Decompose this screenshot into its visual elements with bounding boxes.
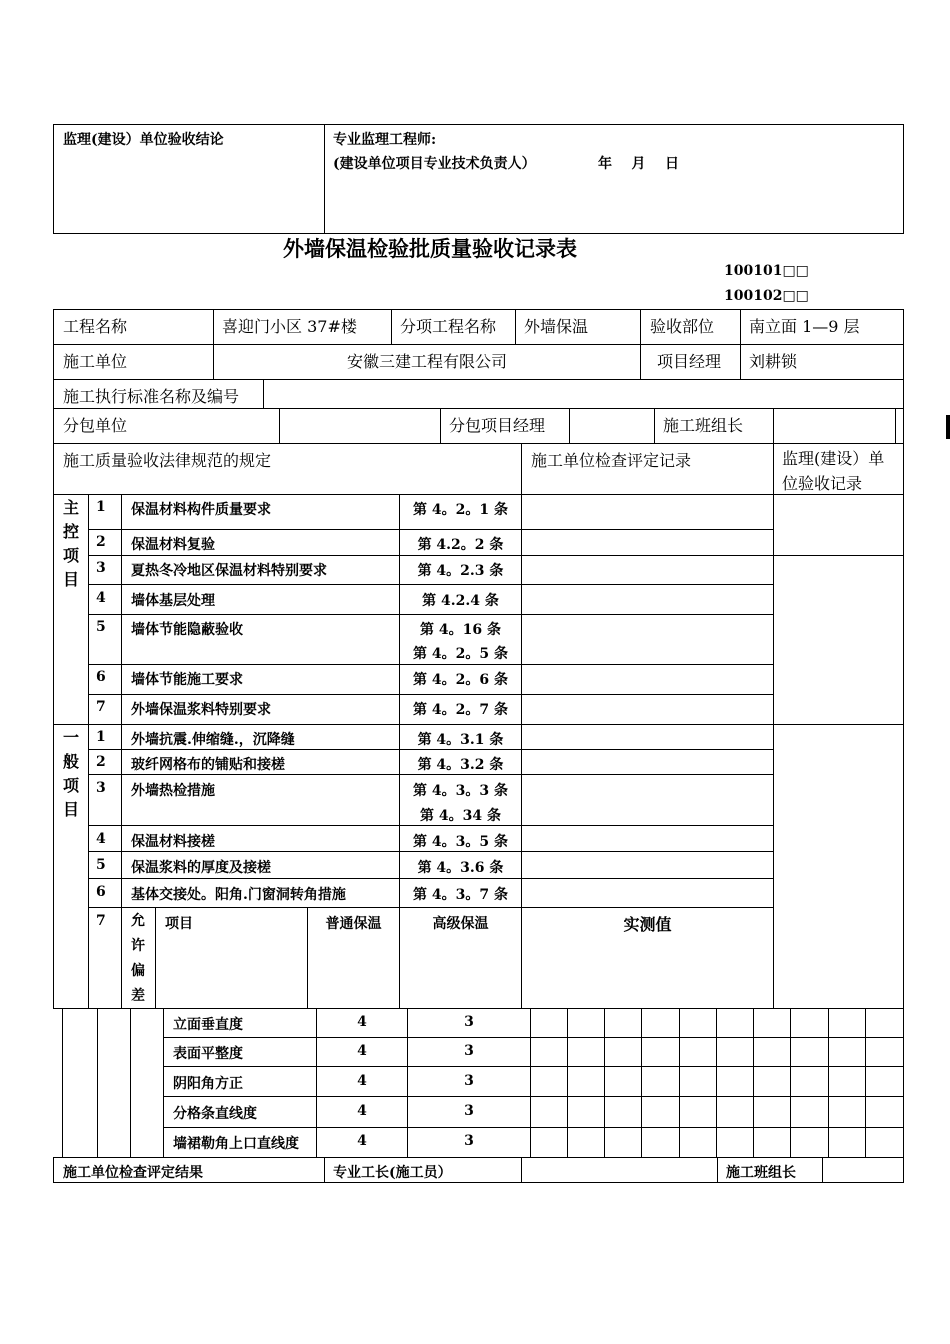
subcontractor-label: 分包单位 — [63, 416, 128, 435]
divider — [88, 851, 774, 852]
tol-normal-1: 4 — [357, 1014, 367, 1030]
divider — [53, 494, 904, 495]
mc-no-6: 6 — [96, 669, 106, 685]
divider — [163, 1066, 904, 1067]
tol-name-3: 阴阳角方正 — [173, 1076, 243, 1092]
pm-label: 项目经理 — [657, 352, 722, 371]
divider — [62, 1008, 63, 1158]
tol-normal-5: 4 — [357, 1133, 367, 1149]
divider — [163, 1008, 164, 1158]
mc-name-5: 墙体节能隐蔽验收 — [131, 622, 243, 638]
gen-clause-4: 第 4。3。5 条 — [413, 834, 508, 850]
spec-column-header: 施工质量验收法律规范的规定 — [63, 451, 272, 470]
tol-advanced-4: 3 — [464, 1103, 474, 1119]
gen-name-4: 保温材料接槎 — [131, 834, 215, 850]
divider — [790, 1008, 791, 1158]
tol-name-5: 墙裙勒角上口直线度 — [173, 1136, 299, 1152]
contractor-value: 安徽三建工程有限公司 — [346, 352, 507, 371]
divider — [130, 1008, 131, 1158]
gen-clause-5: 第 4。3.6 条 — [417, 860, 504, 876]
tol-name-1: 立面垂直度 — [173, 1017, 243, 1033]
contractor-label: 施工单位 — [63, 352, 128, 371]
divider — [716, 1008, 717, 1158]
divider — [604, 1008, 605, 1158]
gen-no-1: 1 — [96, 729, 106, 745]
gen-clause-6: 第 4。3。7 条 — [413, 887, 508, 903]
gen-name-2: 玻纤网格布的铺贴和接槎 — [131, 757, 285, 773]
tolerance-label: 允许偏差 — [131, 913, 145, 1004]
gen-no-6: 6 — [96, 884, 106, 900]
gen-no-7: 7 — [96, 913, 106, 929]
supervisor-conclusion-label: 监理(建设）单位验收结论 — [63, 132, 224, 148]
mc-clause-6: 第 4。2。6 条 — [413, 672, 508, 688]
divider — [679, 1008, 680, 1158]
divider — [53, 408, 904, 409]
mc-clause-7: 第 4。2。7 条 — [413, 702, 508, 718]
divider — [822, 1157, 823, 1183]
tol-advanced-2: 3 — [464, 1043, 474, 1059]
divider — [121, 907, 122, 1009]
divider — [895, 408, 896, 443]
divider — [865, 1008, 866, 1158]
divider — [121, 494, 122, 908]
divider — [279, 408, 280, 443]
foreman-label: 专业工长(施工员） — [333, 1165, 452, 1181]
mc-no-7: 7 — [96, 699, 106, 715]
gen-clause-3b: 第 4。34 条 — [420, 808, 501, 824]
divider — [740, 309, 741, 379]
divider — [641, 1008, 642, 1158]
tolerance-item-header: 项目 — [165, 916, 193, 932]
gen-name-6: 基体交接处。阳角.门窗洞转角措施 — [131, 887, 346, 903]
engineer-label: 专业监理工程师: — [333, 132, 437, 148]
divider — [155, 907, 156, 1009]
team-leader-label: 施工班组长 — [663, 416, 744, 435]
mc-clause-5b: 第 4。2。5 条 — [413, 646, 508, 662]
divider — [163, 1127, 904, 1128]
divider — [569, 408, 570, 443]
divider — [163, 1037, 904, 1038]
mc-no-4: 4 — [96, 590, 106, 606]
gen-name-1: 外墙抗震.伸缩缝.，沉降缝 — [131, 732, 295, 748]
pm-value: 刘耕锁 — [749, 352, 798, 371]
gen-clause-1: 第 4。3.1 条 — [417, 732, 504, 748]
divider — [567, 1008, 568, 1158]
tol-advanced-3: 3 — [464, 1073, 474, 1089]
edge-mark — [946, 415, 950, 439]
divider — [324, 1157, 325, 1183]
mc-name-7: 外墙保温浆料特别要求 — [131, 702, 271, 718]
sub-pm-label: 分包项目经理 — [449, 416, 546, 435]
mc-no-5: 5 — [96, 619, 106, 635]
divider — [391, 309, 392, 344]
page-title: 外墙保温检验批质量验收记录表 — [283, 236, 577, 261]
divider — [88, 494, 89, 1009]
divider — [88, 878, 774, 879]
mc-clause-5: 第 4。16 条 — [420, 622, 501, 638]
divider — [263, 379, 264, 408]
divider — [773, 724, 774, 1008]
tol-advanced-1: 3 — [464, 1014, 474, 1030]
project-name: 喜迎门小区 37#楼 — [222, 317, 357, 336]
divider — [88, 614, 774, 615]
gen-clause-3: 第 4。3。3 条 — [413, 783, 508, 799]
divider — [515, 309, 516, 344]
general-label: 一般项目 — [62, 728, 79, 819]
divider — [753, 1008, 754, 1158]
gen-no-5: 5 — [96, 857, 106, 873]
divider — [88, 555, 774, 556]
divider — [88, 907, 774, 908]
divider — [773, 443, 774, 494]
standard-label: 施工执行标准名称及编号 — [63, 387, 240, 406]
divider — [88, 694, 774, 695]
footer-team-leader-label: 施工班组长 — [726, 1165, 796, 1181]
divider — [88, 584, 774, 585]
divider — [88, 749, 774, 750]
mc-name-1: 保温材料构件质量要求 — [131, 502, 271, 518]
divider — [97, 1008, 98, 1158]
divider — [828, 1008, 829, 1158]
measured-header: 实测值 — [623, 915, 672, 934]
divider — [717, 1157, 718, 1183]
gen-name-5: 保温浆料的厚度及接槎 — [131, 860, 271, 876]
tol-advanced-5: 3 — [464, 1133, 474, 1149]
mc-clause-2: 第 4.2。2 条 — [417, 537, 504, 553]
tol-normal-2: 4 — [357, 1043, 367, 1059]
divider — [53, 344, 904, 345]
gen-no-3: 3 — [96, 780, 106, 796]
owner-label: (建设单位项目专业技术负责人） — [333, 156, 536, 172]
mc-clause-4: 第 4.2.4 条 — [422, 593, 499, 609]
code-1: 100101□□ — [724, 263, 809, 279]
gen-no-2: 2 — [96, 754, 106, 770]
mc-name-3: 夏热冬冷地区保温材料特别要求 — [131, 563, 327, 579]
divider — [88, 825, 774, 826]
mc-no-3: 3 — [96, 560, 106, 576]
date-label: 年 月 日 — [598, 156, 679, 172]
part-label: 验收部位 — [650, 317, 715, 336]
divider — [53, 724, 904, 725]
mc-name-4: 墙体基层处理 — [131, 593, 215, 609]
project-name-label: 工程名称 — [63, 317, 128, 336]
tol-name-2: 表面平整度 — [173, 1046, 243, 1062]
divider — [440, 408, 441, 443]
divider — [654, 408, 655, 443]
divider — [521, 443, 522, 494]
divider — [88, 529, 774, 530]
divider — [530, 1008, 531, 1158]
tol-name-4: 分格条直线度 — [173, 1106, 257, 1122]
gen-no-4: 4 — [96, 831, 106, 847]
gen-name-3: 外墙热检措施 — [131, 783, 215, 799]
contractor-check-header: 施工单位检查评定记录 — [531, 451, 692, 470]
divider — [774, 555, 904, 556]
tolerance-normal-header: 普通保温 — [325, 916, 382, 932]
tol-normal-3: 4 — [357, 1073, 367, 1089]
divider — [53, 443, 904, 444]
divider — [88, 774, 774, 775]
divider — [88, 664, 774, 665]
sub-project-label: 分项工程名称 — [400, 317, 497, 336]
mc-clause-3: 第 4。2.3 条 — [417, 563, 504, 579]
divider — [53, 379, 904, 380]
result-label: 施工单位检查评定结果 — [63, 1165, 203, 1181]
tolerance-advanced-header: 高级保温 — [432, 916, 489, 932]
mc-name-6: 墙体节能施工要求 — [131, 672, 243, 688]
mc-no-1: 1 — [96, 499, 106, 515]
code-2: 100102□□ — [724, 288, 809, 304]
part-value: 南立面 1—9 层 — [749, 317, 860, 336]
mc-no-2: 2 — [96, 534, 106, 550]
supervisor-column-header: 监理(建设）单位验收记录 — [782, 449, 885, 493]
divider — [640, 309, 641, 379]
mc-name-2: 保温材料复验 — [131, 537, 215, 553]
gen-clause-2: 第 4。3.2 条 — [417, 757, 504, 773]
divider — [521, 1157, 522, 1183]
divider — [773, 408, 774, 443]
main-control-label: 主控项目 — [62, 498, 79, 589]
divider — [324, 124, 325, 234]
sub-project: 外墙保温 — [524, 317, 589, 336]
tol-normal-4: 4 — [357, 1103, 367, 1119]
divider — [163, 1096, 904, 1097]
mc-clause-1: 第 4。2。1 条 — [413, 502, 508, 518]
divider — [903, 1008, 904, 1158]
